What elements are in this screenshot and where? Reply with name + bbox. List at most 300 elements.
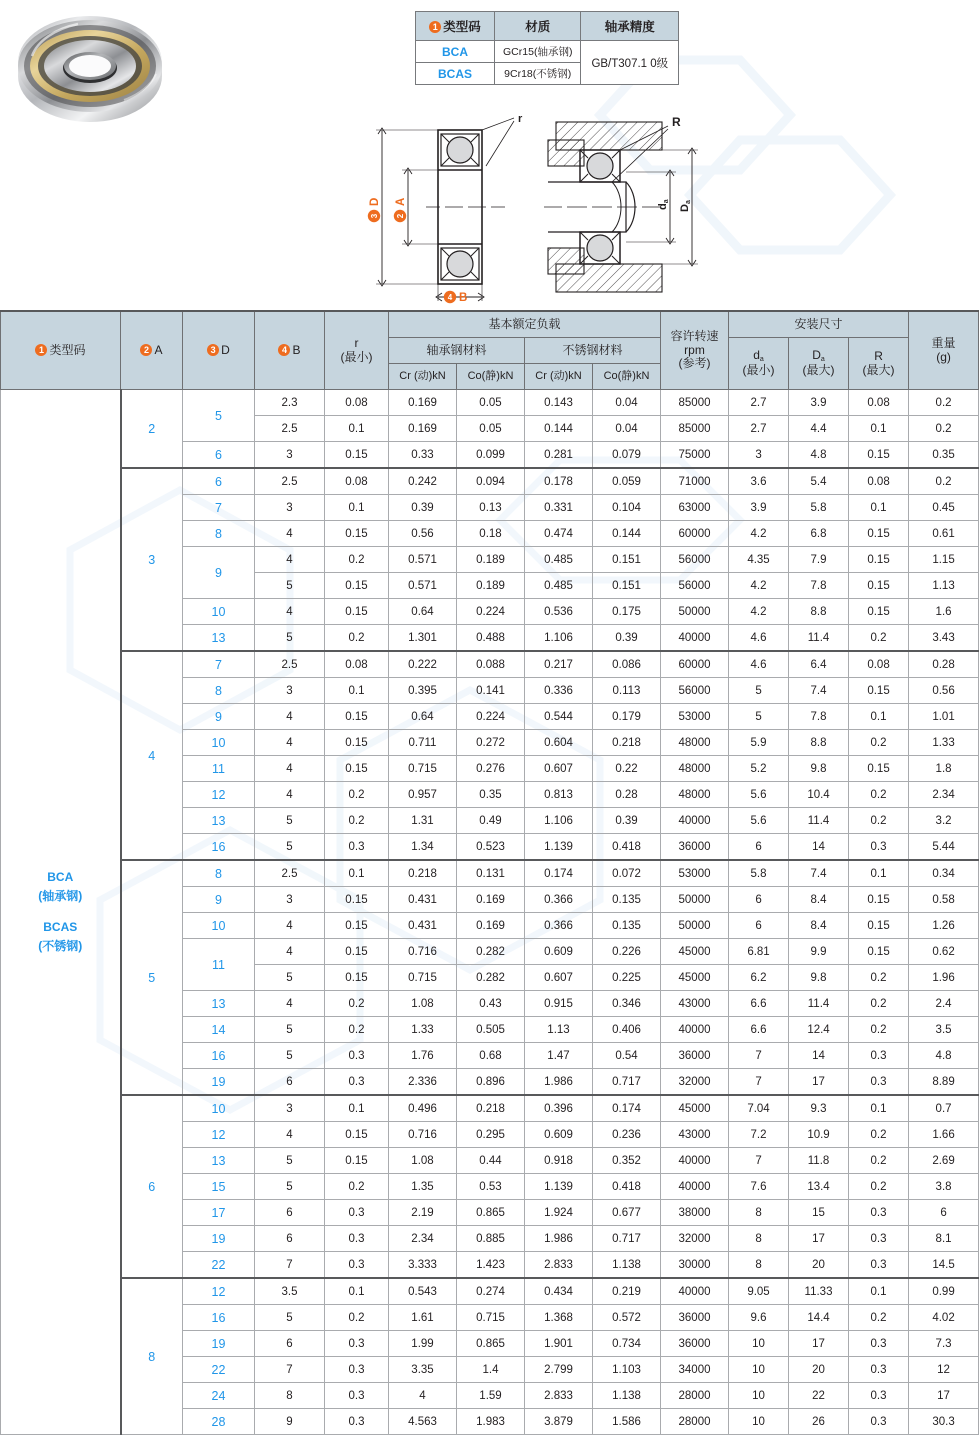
cell-co-bearing: 0.865 <box>457 1331 525 1357</box>
cell-weight: 0.35 <box>909 442 979 469</box>
cell-da: 6.6 <box>729 1017 789 1043</box>
cell-da: 5.2 <box>729 756 789 782</box>
cell-da: 6 <box>729 887 789 913</box>
cell-da: 10 <box>729 1331 789 1357</box>
cell-Da: 5.4 <box>789 468 849 495</box>
cell-A-group: 3 <box>121 468 183 651</box>
cell-co-stainless: 0.418 <box>593 834 661 861</box>
cell-D-group: 7 <box>183 651 255 678</box>
cell-co-stainless: 0.406 <box>593 1017 661 1043</box>
svg-text:A: A <box>395 197 407 206</box>
cell-Da: 17 <box>789 1226 849 1252</box>
cell-D-group: 13 <box>183 808 255 834</box>
cell-da: 9.05 <box>729 1278 789 1305</box>
cell-cr-bearing: 2.19 <box>389 1200 457 1226</box>
cell-co-stainless: 0.54 <box>593 1043 661 1069</box>
svg-text:D: D <box>369 197 381 206</box>
cell-weight: 0.7 <box>909 1095 979 1122</box>
material-value-bca: GCr15(轴承钢) <box>495 41 581 63</box>
cell-D-group: 7 <box>183 495 255 521</box>
cell-co-bearing: 0.896 <box>457 1069 525 1096</box>
cell-B: 3 <box>255 495 325 521</box>
svg-text:3: 3 <box>370 213 379 219</box>
cell-co-bearing: 0.523 <box>457 834 525 861</box>
cell-co-bearing: 0.49 <box>457 808 525 834</box>
cell-D-group: 14 <box>183 1017 255 1043</box>
cell-da: 5.9 <box>729 730 789 756</box>
cell-r: 0.3 <box>325 1357 389 1383</box>
header-B-label: B <box>292 342 301 357</box>
cell-cr-bearing: 0.716 <box>389 1122 457 1148</box>
cell-B: 4 <box>255 756 325 782</box>
cell-cr-stainless: 0.366 <box>525 913 593 939</box>
cell-co-bearing: 0.141 <box>457 678 525 704</box>
cell-cr-stainless: 0.915 <box>525 991 593 1017</box>
cell-B: 4 <box>255 521 325 547</box>
cell-cr-bearing: 2.336 <box>389 1069 457 1096</box>
header-A-label: A <box>154 342 163 357</box>
material-precision-value: GB/T307.1 0级 <box>581 41 679 85</box>
cell-da: 8 <box>729 1252 789 1279</box>
header-R <box>849 338 909 390</box>
drawing-label-r: r <box>518 113 523 125</box>
header-bearing-steel: 轴承钢材料 <box>389 338 525 364</box>
cell-speed: 32000 <box>661 1226 729 1252</box>
cell-B: 5 <box>255 1305 325 1331</box>
cell-D-group: 6 <box>183 442 255 469</box>
cell-speed: 45000 <box>661 939 729 965</box>
cell-co-stainless: 1.586 <box>593 1409 661 1435</box>
cell-r: 0.15 <box>325 704 389 730</box>
cell-r: 0.3 <box>325 1383 389 1409</box>
cell-R: 0.15 <box>849 756 909 782</box>
header-A <box>121 311 183 390</box>
cell-da: 10 <box>729 1409 789 1435</box>
cell-cr-bearing: 1.08 <box>389 1148 457 1174</box>
cell-R: 0.2 <box>849 1122 909 1148</box>
cell-R: 0.1 <box>849 1278 909 1305</box>
cell-A-group: 4 <box>121 651 183 860</box>
cell-r: 0.2 <box>325 1305 389 1331</box>
cell-D-group: 13 <box>183 1148 255 1174</box>
cell-Da: 7.4 <box>789 860 849 887</box>
cell-cr-stainless: 0.178 <box>525 468 593 495</box>
cell-R: 0.3 <box>849 834 909 861</box>
cell-weight: 0.58 <box>909 887 979 913</box>
cell-da: 2.7 <box>729 416 789 442</box>
cell-da: 7.6 <box>729 1174 789 1200</box>
cell-r: 0.15 <box>325 965 389 991</box>
cell-cr-stainless: 0.607 <box>525 756 593 782</box>
cell-r: 0.3 <box>325 1331 389 1357</box>
header-Da-label: $D_a$ <box>812 348 825 364</box>
cell-D-group: 28 <box>183 1409 255 1435</box>
cell-cr-stainless: 0.366 <box>525 887 593 913</box>
cell-cr-stainless: 0.217 <box>525 651 593 678</box>
cell-speed: 38000 <box>661 1200 729 1226</box>
cell-co-stainless: 0.135 <box>593 887 661 913</box>
cell-da: 2.7 <box>729 390 789 416</box>
cell-r: 0.2 <box>325 625 389 652</box>
cell-co-stainless: 0.04 <box>593 416 661 442</box>
material-value-bcas: 9Cr18(不锈钢) <box>495 63 581 85</box>
cell-r: 0.1 <box>325 495 389 521</box>
cell-co-stainless: 0.717 <box>593 1226 661 1252</box>
cell-D-group: 12 <box>183 1278 255 1305</box>
cell-cr-stainless: 1.368 <box>525 1305 593 1331</box>
cell-co-stainless: 0.28 <box>593 782 661 808</box>
cell-r: 0.1 <box>325 860 389 887</box>
cell-weight: 8.1 <box>909 1226 979 1252</box>
cell-R: 0.1 <box>849 495 909 521</box>
cell-B: 3 <box>255 678 325 704</box>
cell-B: 7 <box>255 1252 325 1279</box>
cell-Da: 11.4 <box>789 991 849 1017</box>
type-code-bcas: BCAS <box>43 920 78 934</box>
cell-co-stainless: 0.059 <box>593 468 661 495</box>
header-cr-stainless: Cr (动)kN <box>525 364 593 390</box>
cell-R: 0.15 <box>849 678 909 704</box>
cell-cr-bearing: 0.56 <box>389 521 457 547</box>
cell-B: 3.5 <box>255 1278 325 1305</box>
cell-cr-stainless: 0.607 <box>525 965 593 991</box>
bearing-photo <box>4 4 172 154</box>
cell-da: 7.04 <box>729 1095 789 1122</box>
bearing-mounting-drawing <box>548 112 798 302</box>
cell-weight: 0.34 <box>909 860 979 887</box>
cell-speed: 28000 <box>661 1409 729 1435</box>
cell-speed: 56000 <box>661 547 729 573</box>
cell-D-group: 12 <box>183 782 255 808</box>
cell-da: 5.6 <box>729 782 789 808</box>
cell-speed: 56000 <box>661 678 729 704</box>
cell-R: 0.3 <box>849 1357 909 1383</box>
cell-B: 4 <box>255 599 325 625</box>
cell-r: 0.15 <box>325 887 389 913</box>
cell-cr-bearing: 1.08 <box>389 991 457 1017</box>
cell-speed: 50000 <box>661 887 729 913</box>
cell-weight: 0.28 <box>909 651 979 678</box>
cell-D-group: 10 <box>183 1095 255 1122</box>
cell-Da: 6.8 <box>789 521 849 547</box>
cell-R: 0.2 <box>849 782 909 808</box>
cell-D-group: 19 <box>183 1069 255 1096</box>
header-D <box>183 311 255 390</box>
cell-co-stainless: 1.103 <box>593 1357 661 1383</box>
cell-B: 3 <box>255 887 325 913</box>
cell-speed: 40000 <box>661 808 729 834</box>
cell-co-stainless: 0.218 <box>593 730 661 756</box>
cell-Da: 8.4 <box>789 887 849 913</box>
cell-D-group: 9 <box>183 547 255 599</box>
cell-D-group: 11 <box>183 939 255 991</box>
cell-cr-bearing: 0.543 <box>389 1278 457 1305</box>
cell-da: 4.2 <box>729 573 789 599</box>
cell-Da: 8.8 <box>789 730 849 756</box>
cell-speed: 48000 <box>661 756 729 782</box>
cell-cr-stainless: 0.609 <box>525 1122 593 1148</box>
cell-cr-bearing: 0.395 <box>389 678 457 704</box>
cell-co-bearing: 0.05 <box>457 416 525 442</box>
cell-co-bearing: 0.282 <box>457 939 525 965</box>
cell-weight: 5.44 <box>909 834 979 861</box>
cell-R: 0.1 <box>849 1095 909 1122</box>
cell-B: 2.5 <box>255 651 325 678</box>
header-D-label: D <box>221 342 230 357</box>
cell-R: 0.15 <box>849 521 909 547</box>
cell-cr-bearing: 4.563 <box>389 1409 457 1435</box>
cell-weight: 2.34 <box>909 782 979 808</box>
header-da <box>729 338 789 390</box>
cell-weight: 0.2 <box>909 390 979 416</box>
cell-D-group: 9 <box>183 887 255 913</box>
cell-da: 5.6 <box>729 808 789 834</box>
cell-cr-bearing: 1.61 <box>389 1305 457 1331</box>
cell-cr-stainless: 1.924 <box>525 1200 593 1226</box>
top-section <box>0 0 910 310</box>
cell-D-group: 8 <box>183 860 255 887</box>
cell-cr-bearing: 0.431 <box>389 913 457 939</box>
cell-da: 4.2 <box>729 599 789 625</box>
cell-cr-bearing: 2.34 <box>389 1226 457 1252</box>
cell-da: 4.6 <box>729 625 789 652</box>
svg-text:B: B <box>459 292 468 304</box>
cell-speed: 53000 <box>661 704 729 730</box>
cell-B: 9 <box>255 1409 325 1435</box>
cell-da: 6.2 <box>729 965 789 991</box>
cell-D-group: 13 <box>183 991 255 1017</box>
cell-cr-bearing: 0.957 <box>389 782 457 808</box>
cell-da: 6 <box>729 913 789 939</box>
cell-co-bearing: 0.44 <box>457 1148 525 1174</box>
cell-R: 0.3 <box>849 1226 909 1252</box>
cell-co-bearing: 0.099 <box>457 442 525 469</box>
material-code-bcas: BCAS <box>416 63 495 85</box>
cell-B: 5 <box>255 965 325 991</box>
cell-D-group: 11 <box>183 756 255 782</box>
cell-weight: 7.3 <box>909 1331 979 1357</box>
cell-B: 2.3 <box>255 390 325 416</box>
cell-weight: 1.26 <box>909 913 979 939</box>
cell-cr-stainless: 0.474 <box>525 521 593 547</box>
cell-da: 7 <box>729 1148 789 1174</box>
cell-da: 5.8 <box>729 860 789 887</box>
cell-weight: 30.3 <box>909 1409 979 1435</box>
cell-da: 10 <box>729 1383 789 1409</box>
cell-R: 0.3 <box>849 1409 909 1435</box>
cell-cr-bearing: 0.496 <box>389 1095 457 1122</box>
cell-co-stainless: 0.226 <box>593 939 661 965</box>
cell-r: 0.15 <box>325 573 389 599</box>
cell-Da: 4.4 <box>789 416 849 442</box>
cell-r: 0.3 <box>325 1200 389 1226</box>
cell-weight: 8.89 <box>909 1069 979 1096</box>
cell-B: 2.5 <box>255 468 325 495</box>
cell-speed: 53000 <box>661 860 729 887</box>
cell-co-bearing: 0.05 <box>457 390 525 416</box>
cell-D-group: 22 <box>183 1357 255 1383</box>
cell-co-bearing: 0.282 <box>457 965 525 991</box>
cell-cr-stainless: 2.799 <box>525 1357 593 1383</box>
header-cr-bearing: Cr (动)kN <box>389 364 457 390</box>
cell-speed: 75000 <box>661 442 729 469</box>
cell-da: 10 <box>729 1357 789 1383</box>
cell-r: 0.15 <box>325 442 389 469</box>
cell-speed: 60000 <box>661 521 729 547</box>
cell-Da: 6.4 <box>789 651 849 678</box>
cell-R: 0.3 <box>849 1043 909 1069</box>
badge-1-icon: 1 <box>429 21 441 33</box>
cell-B: 4 <box>255 547 325 573</box>
svg-text:4: 4 <box>447 293 453 302</box>
cell-speed: 43000 <box>661 1122 729 1148</box>
cell-cr-stainless: 0.918 <box>525 1148 593 1174</box>
cell-Da: 5.8 <box>789 495 849 521</box>
header-weight-label: 重量 <box>931 335 956 350</box>
cell-co-bearing: 0.094 <box>457 468 525 495</box>
cell-B: 4 <box>255 991 325 1017</box>
cell-B: 6 <box>255 1226 325 1252</box>
cell-Da: 20 <box>789 1357 849 1383</box>
cell-speed: 45000 <box>661 965 729 991</box>
cell-r: 0.08 <box>325 468 389 495</box>
cell-cr-stainless: 0.485 <box>525 573 593 599</box>
cell-co-stainless: 0.22 <box>593 756 661 782</box>
cell-r: 0.3 <box>325 1043 389 1069</box>
cell-cr-stainless: 1.47 <box>525 1043 593 1069</box>
cell-cr-bearing: 0.64 <box>389 599 457 625</box>
cell-co-bearing: 0.218 <box>457 1095 525 1122</box>
cell-r: 0.2 <box>325 1174 389 1200</box>
cell-R: 0.3 <box>849 1331 909 1357</box>
table-row <box>1 1278 979 1305</box>
header-speed <box>661 311 729 390</box>
cell-cr-bearing: 0.33 <box>389 442 457 469</box>
cell-cr-stainless: 0.604 <box>525 730 593 756</box>
header-R-label: R <box>874 348 883 363</box>
cell-weight: 14.5 <box>909 1252 979 1279</box>
cell-cr-stainless: 2.833 <box>525 1383 593 1409</box>
cell-Da: 14 <box>789 1043 849 1069</box>
cell-speed: 85000 <box>661 416 729 442</box>
cell-R: 0.2 <box>849 1148 909 1174</box>
cell-D-group: 8 <box>183 521 255 547</box>
material-header-typecode <box>416 12 495 41</box>
cell-R: 0.15 <box>849 939 909 965</box>
cell-Da: 11.4 <box>789 625 849 652</box>
cell-co-stainless: 0.151 <box>593 573 661 599</box>
cell-r: 0.1 <box>325 416 389 442</box>
cell-cr-stainless: 0.336 <box>525 678 593 704</box>
cell-speed: 40000 <box>661 1148 729 1174</box>
cell-cr-stainless: 1.986 <box>525 1069 593 1096</box>
cell-co-stainless: 1.138 <box>593 1383 661 1409</box>
cell-r: 0.1 <box>325 1095 389 1122</box>
cell-cr-bearing: 0.222 <box>389 651 457 678</box>
cell-co-stainless: 1.138 <box>593 1252 661 1279</box>
cell-Da: 8.8 <box>789 599 849 625</box>
cell-R: 0.15 <box>849 547 909 573</box>
cell-D-group: 12 <box>183 1122 255 1148</box>
cell-R: 0.15 <box>849 442 909 469</box>
cell-D-group: 16 <box>183 1305 255 1331</box>
type-code-bca-material: (轴承钢) <box>38 888 83 903</box>
cell-cr-stainless: 3.879 <box>525 1409 593 1435</box>
cell-speed: 43000 <box>661 991 729 1017</box>
cell-co-stainless: 0.174 <box>593 1095 661 1122</box>
drawing-label-Da: Da <box>679 200 692 212</box>
cell-Da: 10.9 <box>789 1122 849 1148</box>
cell-Da: 7.4 <box>789 678 849 704</box>
cell-R: 0.3 <box>849 1069 909 1096</box>
cell-r: 0.15 <box>325 599 389 625</box>
cell-weight: 0.45 <box>909 495 979 521</box>
cell-co-bearing: 0.18 <box>457 521 525 547</box>
cell-Da: 9.8 <box>789 965 849 991</box>
cell-r: 0.2 <box>325 547 389 573</box>
cell-da: 3.9 <box>729 495 789 521</box>
cell-cr-bearing: 1.35 <box>389 1174 457 1200</box>
cell-co-bearing: 0.169 <box>457 913 525 939</box>
cell-Da: 8.4 <box>789 913 849 939</box>
material-code-bca: BCA <box>416 41 495 63</box>
cell-Da: 14 <box>789 834 849 861</box>
cell-r: 0.3 <box>325 1409 389 1435</box>
cell-D-group: 8 <box>183 678 255 704</box>
cell-cr-bearing: 1.34 <box>389 834 457 861</box>
cell-weight: 0.56 <box>909 678 979 704</box>
cell-co-bearing: 0.131 <box>457 860 525 887</box>
cell-r: 0.15 <box>325 1122 389 1148</box>
header-r-label: r <box>354 335 359 350</box>
cell-cr-stainless: 0.813 <box>525 782 593 808</box>
cell-R: 0.08 <box>849 468 909 495</box>
cell-B: 5 <box>255 1174 325 1200</box>
cell-co-bearing: 0.189 <box>457 547 525 573</box>
cell-speed: 28000 <box>661 1383 729 1409</box>
cell-cr-bearing: 1.99 <box>389 1331 457 1357</box>
cell-B: 5 <box>255 1043 325 1069</box>
cell-Da: 12.4 <box>789 1017 849 1043</box>
header-weight <box>909 311 979 390</box>
cell-da: 6 <box>729 834 789 861</box>
cell-r: 0.15 <box>325 521 389 547</box>
cell-R: 0.2 <box>849 808 909 834</box>
cell-Da: 22 <box>789 1383 849 1409</box>
table-row <box>1 651 979 678</box>
cell-co-stainless: 0.04 <box>593 390 661 416</box>
cell-R: 0.3 <box>849 1252 909 1279</box>
header-Da <box>789 338 849 390</box>
cell-R: 0.2 <box>849 1305 909 1331</box>
cell-co-bearing: 0.274 <box>457 1278 525 1305</box>
cell-cr-stainless: 0.331 <box>525 495 593 521</box>
material-header-precision: 轴承精度 <box>581 12 679 41</box>
material-header-typecode-label: 类型码 <box>443 20 481 34</box>
cell-cr-bearing: 0.218 <box>389 860 457 887</box>
cell-cr-stainless: 1.139 <box>525 1174 593 1200</box>
cell-co-stainless: 0.572 <box>593 1305 661 1331</box>
cell-co-stainless: 0.144 <box>593 521 661 547</box>
cell-cr-stainless: 0.544 <box>525 704 593 730</box>
cell-cr-stainless: 0.174 <box>525 860 593 887</box>
cell-cr-bearing: 1.76 <box>389 1043 457 1069</box>
header-mount-dims: 安装尺寸 <box>729 311 909 338</box>
cell-Da: 11.4 <box>789 808 849 834</box>
cell-co-bearing: 0.295 <box>457 1122 525 1148</box>
cell-da: 3.6 <box>729 468 789 495</box>
cell-cr-stainless: 2.833 <box>525 1252 593 1279</box>
